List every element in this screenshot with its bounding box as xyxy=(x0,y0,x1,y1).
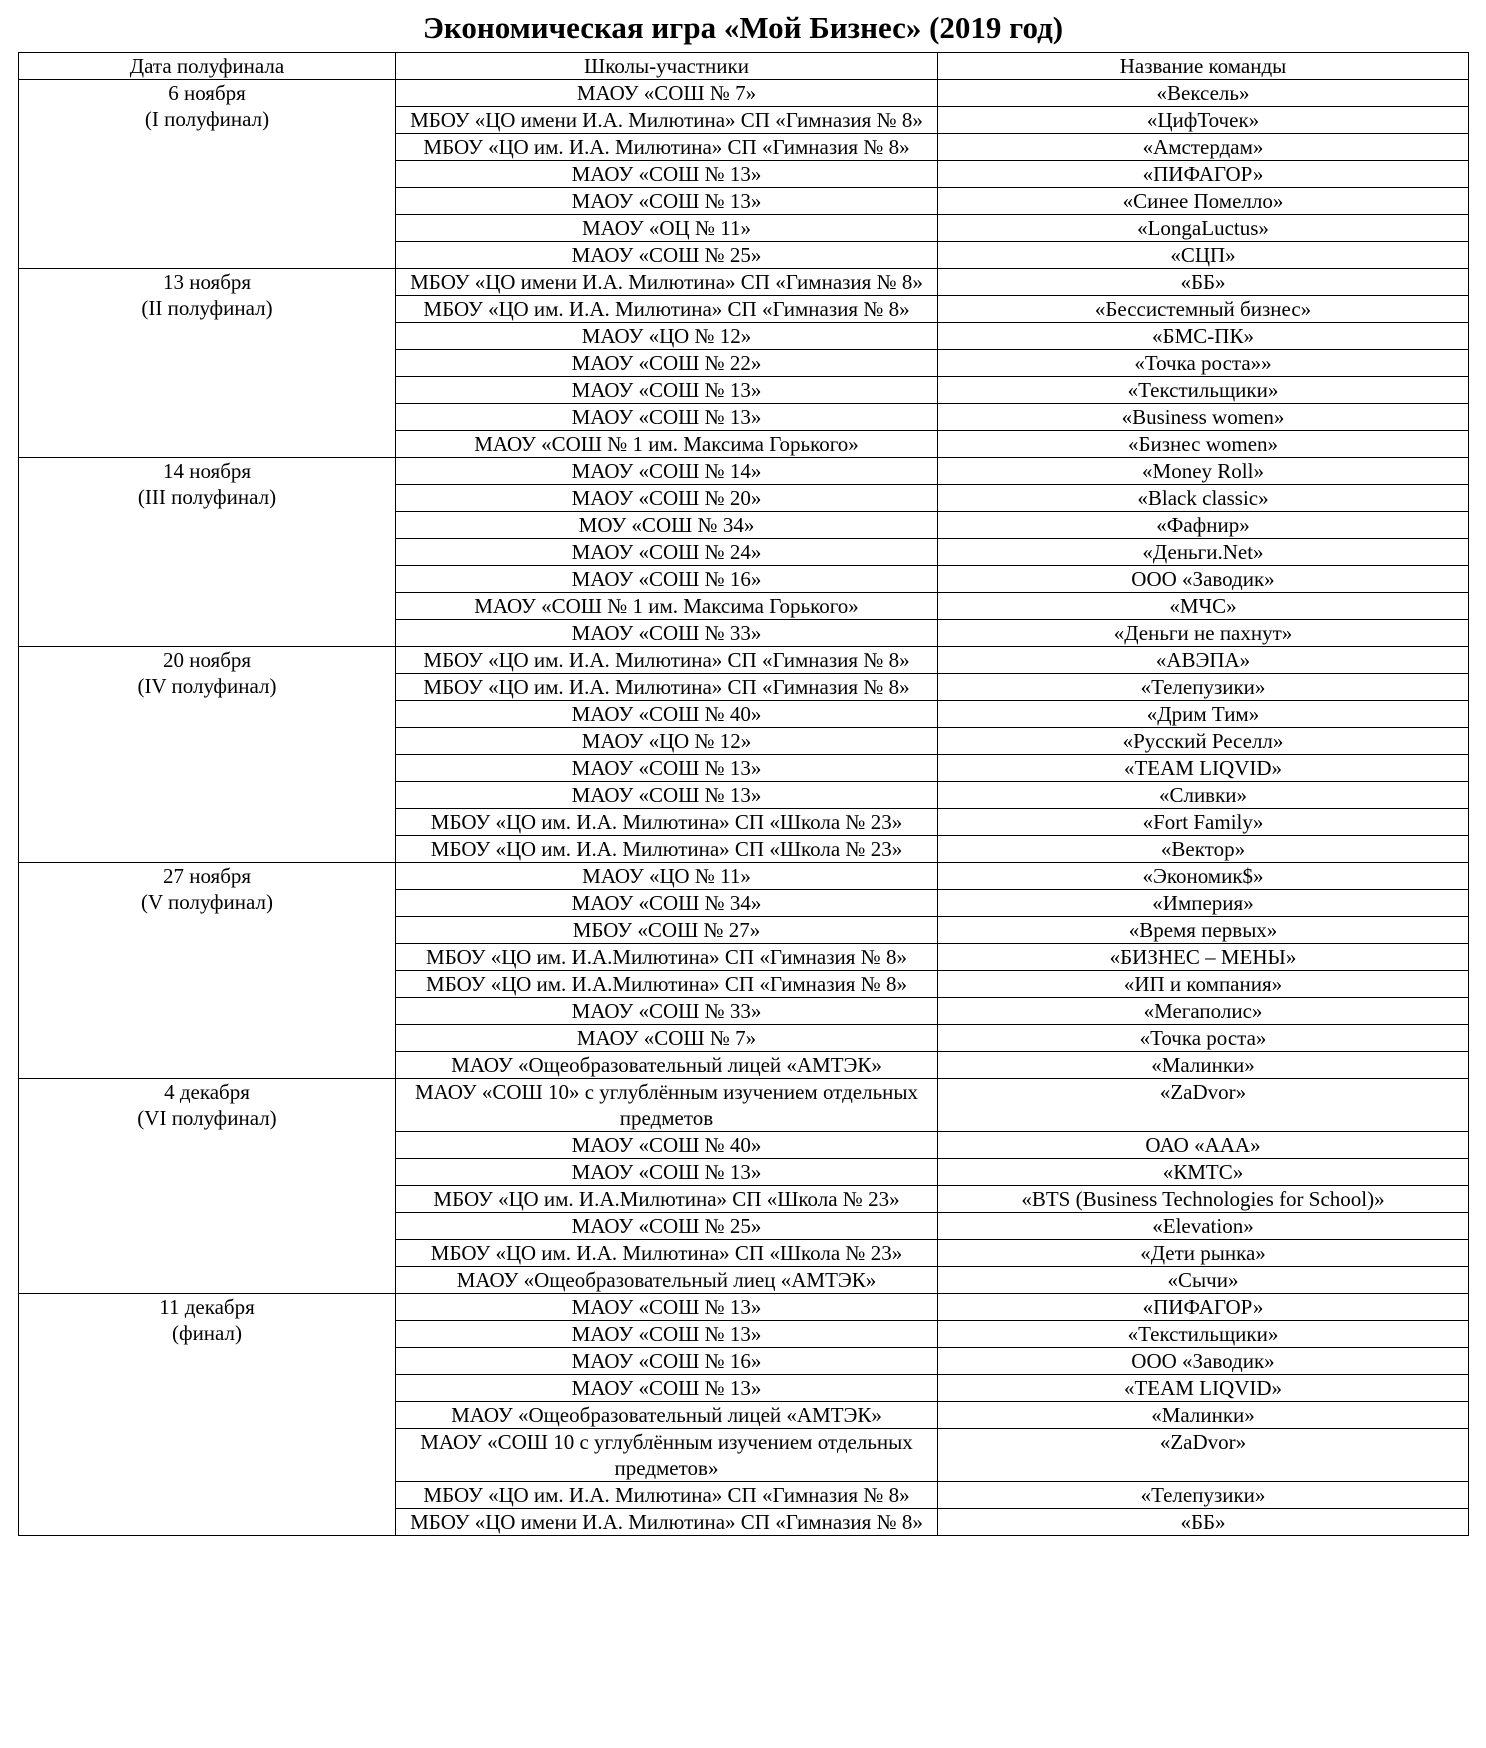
team-cell: «ПИФАГОР» xyxy=(938,161,1469,188)
school-cell: МАОУ «СОШ 10 с углублённым изучением отдельных предметов» xyxy=(396,1429,938,1482)
team-cell: «Бизнес women» xyxy=(938,431,1469,458)
results-table xyxy=(18,52,1469,1536)
team-cell: «Телепузики» xyxy=(938,1482,1469,1509)
semifinal-stage: (IV полуфинал) xyxy=(137,674,277,698)
team-cell: «Точка роста»» xyxy=(938,350,1469,377)
school-cell: МАОУ «ЦО № 12» xyxy=(396,323,938,350)
team-cell: «СЦП» xyxy=(938,242,1469,269)
school-cell: МОУ «СОШ № 34» xyxy=(396,512,938,539)
team-cell: ООО «Заводик» xyxy=(938,1348,1469,1375)
team-cell: «Малинки» xyxy=(938,1402,1469,1429)
school-cell: МАОУ «СОШ № 13» xyxy=(396,404,938,431)
semifinal-date-cell xyxy=(19,863,396,1079)
semifinal-date: 4 декабря xyxy=(164,1080,250,1104)
school-cell: МБОУ «ЦО им. И.А. Милютина» СП «Гимназия № 8» xyxy=(396,296,938,323)
team-cell: «БИЗНЕС – МЕНЫ» xyxy=(938,944,1469,971)
team-cell: «Фафнир» xyxy=(938,512,1469,539)
school-cell: МАОУ «СОШ № 25» xyxy=(396,1213,938,1240)
team-cell: «ZaDvor» xyxy=(938,1079,1469,1132)
semifinal-date-cell xyxy=(19,80,396,269)
team-cell: «TEAM LIQVID» xyxy=(938,755,1469,782)
team-cell: «МЧС» xyxy=(938,593,1469,620)
school-cell: МБОУ «ЦО им. И.А. Милютина» СП «Школа № 23» xyxy=(396,809,938,836)
school-cell: МАОУ «СОШ № 14» xyxy=(396,458,938,485)
semifinal-date: 14 ноября xyxy=(162,459,252,483)
team-cell: «Бессистемный бизнес» xyxy=(938,296,1469,323)
team-cell: «BTS (Business Technologies for School)» xyxy=(938,1186,1469,1213)
team-cell: «Деньги.Net» xyxy=(938,539,1469,566)
team-cell: «ПИФАГОР» xyxy=(938,1294,1469,1321)
team-cell: «Точка роста» xyxy=(938,1025,1469,1052)
school-cell: МАОУ «ОЦ № 11» xyxy=(396,215,938,242)
school-cell: МАОУ «СОШ № 13» xyxy=(396,1375,938,1402)
team-cell: «Дети рынка» xyxy=(938,1240,1469,1267)
school-cell: МБОУ «ЦО имени И.А. Милютина» СП «Гимназия № 8» xyxy=(396,107,938,134)
school-cell: МБОУ «ЦО им. И.А.Милютина» СП «Гимназия № 8» xyxy=(396,971,938,998)
school-cell: МБОУ «ЦО имени И.А. Милютина» СП «Гимназия № 8» xyxy=(396,1509,938,1536)
school-cell: МБОУ «ЦО им. И.А. Милютина» СП «Школа № 23» xyxy=(396,836,938,863)
team-cell: «Сливки» xyxy=(938,782,1469,809)
team-cell: «Сычи» xyxy=(938,1267,1469,1294)
school-cell: МБОУ «СОШ № 27» xyxy=(396,917,938,944)
table-row xyxy=(19,269,1469,296)
team-cell: «ИП и компания» xyxy=(938,971,1469,998)
team-cell: «Money Roll» xyxy=(938,458,1469,485)
school-cell: МАОУ «Ощеобразовательный лицей «АМТЭК» xyxy=(396,1052,938,1079)
school-cell: МАОУ «СОШ № 13» xyxy=(396,188,938,215)
school-cell: МАОУ «СОШ № 33» xyxy=(396,620,938,647)
semifinal-date: 11 декабря xyxy=(159,1295,255,1319)
semifinal-date: 13 ноября xyxy=(162,270,252,294)
school-cell: МАОУ «СОШ № 20» xyxy=(396,485,938,512)
school-cell: МАОУ «СОШ № 7» xyxy=(396,80,938,107)
semifinal-date-cell xyxy=(19,269,396,458)
school-cell: МАОУ «СОШ № 22» xyxy=(396,350,938,377)
team-cell: «Малинки» xyxy=(938,1052,1469,1079)
header-team: Название команды xyxy=(938,53,1469,80)
school-cell: МАОУ «СОШ № 25» xyxy=(396,242,938,269)
team-cell: «Elevation» xyxy=(938,1213,1469,1240)
school-cell: МАОУ «СОШ № 13» xyxy=(396,1159,938,1186)
semifinal-date-cell xyxy=(19,458,396,647)
school-cell: МАОУ «Ощеобразовательный лиец «АМТЭК» xyxy=(396,1267,938,1294)
table-row xyxy=(19,1079,1469,1132)
school-cell: МБОУ «ЦО им. И.А. Милютина» СП «Гимназия № 8» xyxy=(396,674,938,701)
team-cell: «Вексель» xyxy=(938,80,1469,107)
school-cell: МАОУ «ЦО № 11» xyxy=(396,863,938,890)
team-cell: «LongaLuctus» xyxy=(938,215,1469,242)
school-cell: МАОУ «СОШ № 13» xyxy=(396,782,938,809)
school-cell: МАОУ «СОШ № 40» xyxy=(396,1132,938,1159)
semifinal-date-cell xyxy=(19,647,396,863)
school-cell: МАОУ «СОШ № 1 им. Максима Горького» xyxy=(396,593,938,620)
team-cell: «Синее Помелло» xyxy=(938,188,1469,215)
school-cell: МАОУ «СОШ 10» с углублённым изучением отдельных предметов xyxy=(396,1079,938,1132)
semifinal-date-cell xyxy=(19,1294,396,1536)
semifinal-date: 20 ноября xyxy=(162,648,252,672)
school-cell: МБОУ «ЦО им. И.А.Милютина» СП «Гимназия № 8» xyxy=(396,944,938,971)
school-cell: МБОУ «ЦО имени И.А. Милютина» СП «Гимназия № 8» xyxy=(396,269,938,296)
semifinal-date: 6 ноября xyxy=(168,81,246,105)
team-cell: «Вектор» xyxy=(938,836,1469,863)
team-cell: «Black classic» xyxy=(938,485,1469,512)
header-row xyxy=(19,53,1469,80)
school-cell: МАОУ «СОШ № 13» xyxy=(396,1321,938,1348)
school-cell: МБОУ «ЦО им. И.А. Милютина» СП «Гимназия № 8» xyxy=(396,1482,938,1509)
team-cell: ОАО «ААА» xyxy=(938,1132,1469,1159)
team-cell: «Business women» xyxy=(938,404,1469,431)
team-cell: ООО «Заводик» xyxy=(938,566,1469,593)
team-cell: «Русский Реселл» xyxy=(938,728,1469,755)
team-cell: «Текстильщики» xyxy=(938,377,1469,404)
school-cell: МАОУ «СОШ № 16» xyxy=(396,1348,938,1375)
school-cell: МАОУ «СОШ № 13» xyxy=(396,1294,938,1321)
school-cell: МБОУ «ЦО им. И.А. Милютина» СП «Школа № 23» xyxy=(396,1240,938,1267)
team-cell: «ББ» xyxy=(938,269,1469,296)
team-cell: «Империя» xyxy=(938,890,1469,917)
school-cell: МАОУ «Ощеобразовательный лицей «АМТЭК» xyxy=(396,1402,938,1429)
school-cell: МБОУ «ЦО им. И.А. Милютина» СП «Гимназия № 8» xyxy=(396,647,938,674)
semifinal-stage: (III полуфинал) xyxy=(137,485,277,509)
school-cell: МБОУ «ЦО им. И.А.Милютина» СП «Школа № 23» xyxy=(396,1186,938,1213)
school-cell: МАОУ «СОШ № 34» xyxy=(396,890,938,917)
team-cell: «ЦифТочек» xyxy=(938,107,1469,134)
school-cell: МАОУ «СОШ № 13» xyxy=(396,755,938,782)
school-cell: МАОУ «ЦО № 12» xyxy=(396,728,938,755)
team-cell: «БМС-ПК» xyxy=(938,323,1469,350)
team-cell: «Экономик$» xyxy=(938,863,1469,890)
table-row xyxy=(19,80,1469,107)
header-schools: Школы-участники xyxy=(396,53,938,80)
team-cell: «Деньги не пахнут» xyxy=(938,620,1469,647)
team-cell: «Дрим Тим» xyxy=(938,701,1469,728)
team-cell: «ZaDvor» xyxy=(938,1429,1469,1482)
table-row xyxy=(19,647,1469,674)
table-row xyxy=(19,1294,1469,1321)
school-cell: МАОУ «СОШ № 16» xyxy=(396,566,938,593)
school-cell: МАОУ «СОШ № 7» xyxy=(396,1025,938,1052)
semifinal-stage: (I полуфинал) xyxy=(144,107,270,131)
school-cell: МАОУ «СОШ № 33» xyxy=(396,998,938,1025)
semifinal-date: 27 ноября xyxy=(162,864,252,888)
semifinal-stage: (II полуфинал) xyxy=(141,296,273,320)
school-cell: МБОУ «ЦО им. И.А. Милютина» СП «Гимназия № 8» xyxy=(396,134,938,161)
school-cell: МАОУ «СОШ № 13» xyxy=(396,377,938,404)
team-cell: «Мегаполис» xyxy=(938,998,1469,1025)
school-cell: МАОУ «СОШ № 13» xyxy=(396,161,938,188)
page-title: Экономическая игра «Мой Бизнес» (2019 год) xyxy=(422,10,1064,45)
semifinal-stage: (V полуфинал) xyxy=(140,890,273,914)
team-cell: «Текстильщики» xyxy=(938,1321,1469,1348)
team-cell: «TEAM LIQVID» xyxy=(938,1375,1469,1402)
team-cell: «Время первых» xyxy=(938,917,1469,944)
table-row xyxy=(19,863,1469,890)
table-body xyxy=(19,80,1469,1536)
team-cell: «АВЭПА» xyxy=(938,647,1469,674)
school-cell: МАОУ «СОШ № 40» xyxy=(396,701,938,728)
team-cell: «ББ» xyxy=(938,1509,1469,1536)
team-cell: «Телепузики» xyxy=(938,674,1469,701)
school-cell: МАОУ «СОШ № 1 им. Максима Горького» xyxy=(396,431,938,458)
team-cell: «КМТС» xyxy=(938,1159,1469,1186)
team-cell: «Fort Family» xyxy=(938,809,1469,836)
table-row xyxy=(19,458,1469,485)
semifinal-date-cell xyxy=(19,1079,396,1294)
semifinal-stage: (VI полуфинал) xyxy=(137,1106,277,1130)
team-cell: «Амстердам» xyxy=(938,134,1469,161)
semifinal-stage: (финал) xyxy=(171,1321,243,1345)
school-cell: МАОУ «СОШ № 24» xyxy=(396,539,938,566)
header-date: Дата полуфинала xyxy=(19,53,396,80)
